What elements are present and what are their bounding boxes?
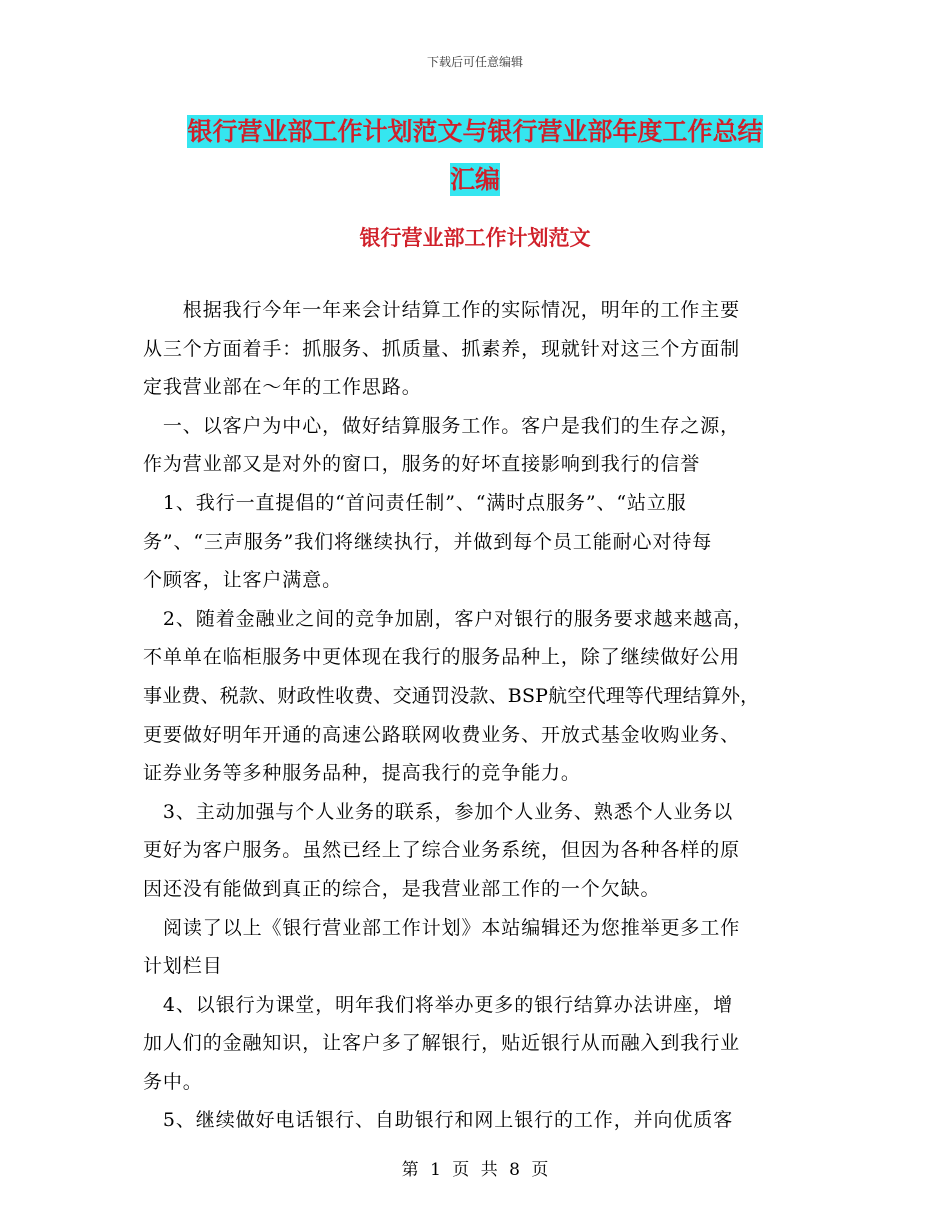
body-line: 事业费、税款、财政性收费、交通罚没款、BSP航空代理等代理结算外，	[143, 684, 760, 707]
body-line: 根据我行今年一年来会计结算工作的实际情况，明年的工作主要	[143, 299, 741, 321]
body-line: 一、以客户为中心，做好结算服务工作。客户是我们的生存之源，	[143, 414, 741, 437]
body-line: 3、主动加强与个人业务的联系，参加个人业务、熟悉个人业务以	[143, 800, 734, 823]
body-line: 务”、“三声服务”我们将继续执行，并做到每个员工能耐心对待每	[143, 530, 713, 553]
document-title	[145, 108, 805, 204]
body-line: 阅读了以上《银行营业部工作计划》本站编辑还为您推举更多工作	[163, 916, 741, 939]
body-line: 定我营业部在～年的工作思路。	[143, 376, 422, 399]
body-line: 个顾客，让客户满意。	[143, 569, 343, 592]
body-line: 更要做好明年开通的高速公路联网收费业务、开放式基金收购业务、	[143, 723, 741, 746]
body-line: 作为营业部又是对外的窗口，服务的好坏直接影响到我行的信誉	[143, 453, 701, 476]
body-line: 证券业务等多种服务品种，提高我行的竞争能力。	[143, 762, 581, 785]
body-line: 更好为客户服务。虽然已经上了综合业务系统，但因为各种各样的原	[143, 839, 741, 862]
document-title-line-1: 银行营业部工作计划范文与银行营业部年度工作总结	[187, 117, 763, 146]
body-line: 务中。	[143, 1070, 203, 1093]
body-line: 4、以银行为课堂，明年我们将举办更多的银行结算办法讲座，增	[143, 993, 734, 1016]
document-title-line-2: 汇编	[449, 165, 500, 194]
page-number: 第 1 页 共 8 页	[401, 1160, 549, 1180]
body-line: 计划栏目	[143, 955, 223, 978]
body-line: 因还没有能做到真正的综合，是我营业部工作的一个欠缺。	[143, 877, 661, 900]
body-text	[143, 296, 833, 1145]
page-header-note: 下载后可任意编辑	[426, 55, 523, 69]
body-line: 从三个方面着手：抓服务、抓质量、抓素养，现就针对这三个方面制	[143, 337, 741, 360]
section-title: 银行营业部工作计划范文	[359, 226, 591, 250]
body-line: 1、我行一直提倡的“首问责任制”、“满时点服务”、“站立服	[143, 491, 687, 514]
body-line: 5、继续做好电话银行、自助银行和网上银行的工作，并向优质客	[143, 1109, 734, 1132]
body-line: 不单单在临柜服务中更体现在我行的服务品种上，除了继续做好公用	[143, 646, 741, 669]
body-line: 2、随着金融业之间的竞争加剧，客户对银行的服务要求越来越高，	[143, 607, 753, 630]
body-line: 加人们的金融知识，让客户多了解银行，贴近银行从而融入到我行业	[143, 1032, 741, 1055]
